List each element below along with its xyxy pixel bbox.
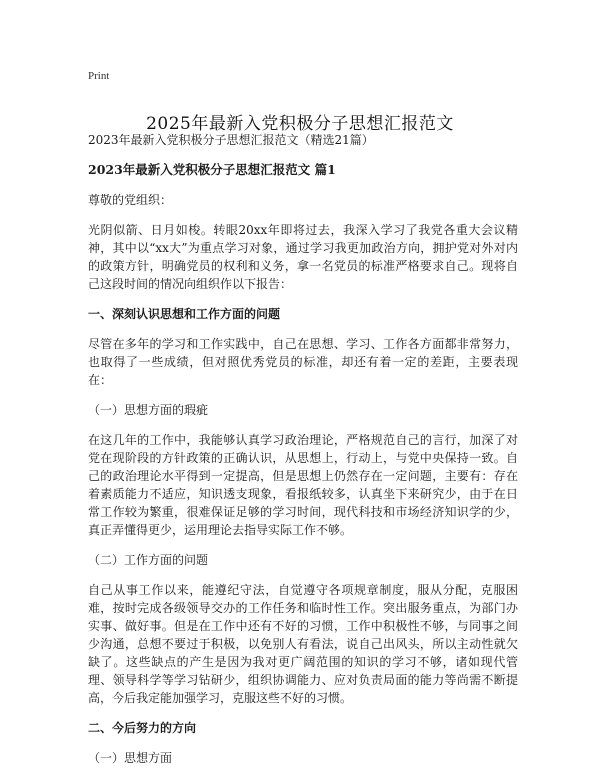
subheading-work-issues: （二）工作方面的问题 [88,553,209,567]
print-link[interactable]: Print [88,70,110,82]
intro-paragraph: 光阴似箭、日月如梭。转眼20xx年即将过去，我深入学习了我党各重大会议精神，其中以“xx大”为重点学习对象，通过学习我更加政治方向，拥护党对外对内的政策方针，明确党员的权利和义务，拿一名党员的标准严格要求自己。现将自己这段时间的情况向组织作以下报告： [88,223,518,291]
subheading-thought-direction: （一）思想方面 [88,751,173,765]
work-issues-paragraph: 自己从事工作以来，能遵纪守法，自觉遵守各项规章制度，服从分配，克服困难，按时完成各级领导交办的工作任务和临时性工作。突出服务重点，为部门办实事、做好事。但是在工作中还有不好的习惯，工作中积极性不够，与同事之间少沟通，总想不要过于积极，以免别人有看法，说自己出风头，所以主动性就欠缺了。这些缺点的产生是因为我对更广阔范围的知识的学习不够，诸如现代管理、领导科学等学习钻研少，组织协调能力、应对负责局面的能力等尚需不断提高，今后我定能加强学习，克服这些不好的习惯。 [88,583,518,705]
section-heading-2: 二、今后努力的方向 [88,721,197,735]
part-title: 2023年最新入党积极分子思想汇报范文 篇1 [88,162,336,177]
subheading-thought-issues: （一）思想方面的瑕疵 [88,403,209,417]
greeting: 尊敬的党组织： [88,193,173,207]
document-body [88,131,518,779]
section-heading-1: 一、深刻认识思想和工作方面的问题 [88,307,281,321]
thought-issues-paragraph: 在这几年的工作中，我能够认真学习政治理论，严格规范自己的言行，加深了对党在现阶段的方针政策的正确认识，从思想上，行动上，与党中央保持一致。自己的政治理论水平得到一定提高，但是思想上仍然存在一定问题，主要有：存在着素质能力不适应，知识透支现象，看报纸较多，认真坐下来研究少，由于在日常工作较为繁重，很难保证足够的学习时间，现代科技和市场经济知识学的少，真正弄懂得更少，运用理论去指导实际工作不够。 [88,433,518,537]
document-title: 2025年最新入党积极分子思想汇报范文 [146,114,454,135]
document-subtitle: 2023年最新入党积极分子思想汇报范文（精选21篇） [88,133,374,147]
section-1-intro: 尽管在多年的学习和工作实践中，自己在思想、学习、工作各方面都非常努力，也取得了一些成绩，但对照优秀党员的标准，却还有着一定的差距，主要表现在： [88,337,518,387]
